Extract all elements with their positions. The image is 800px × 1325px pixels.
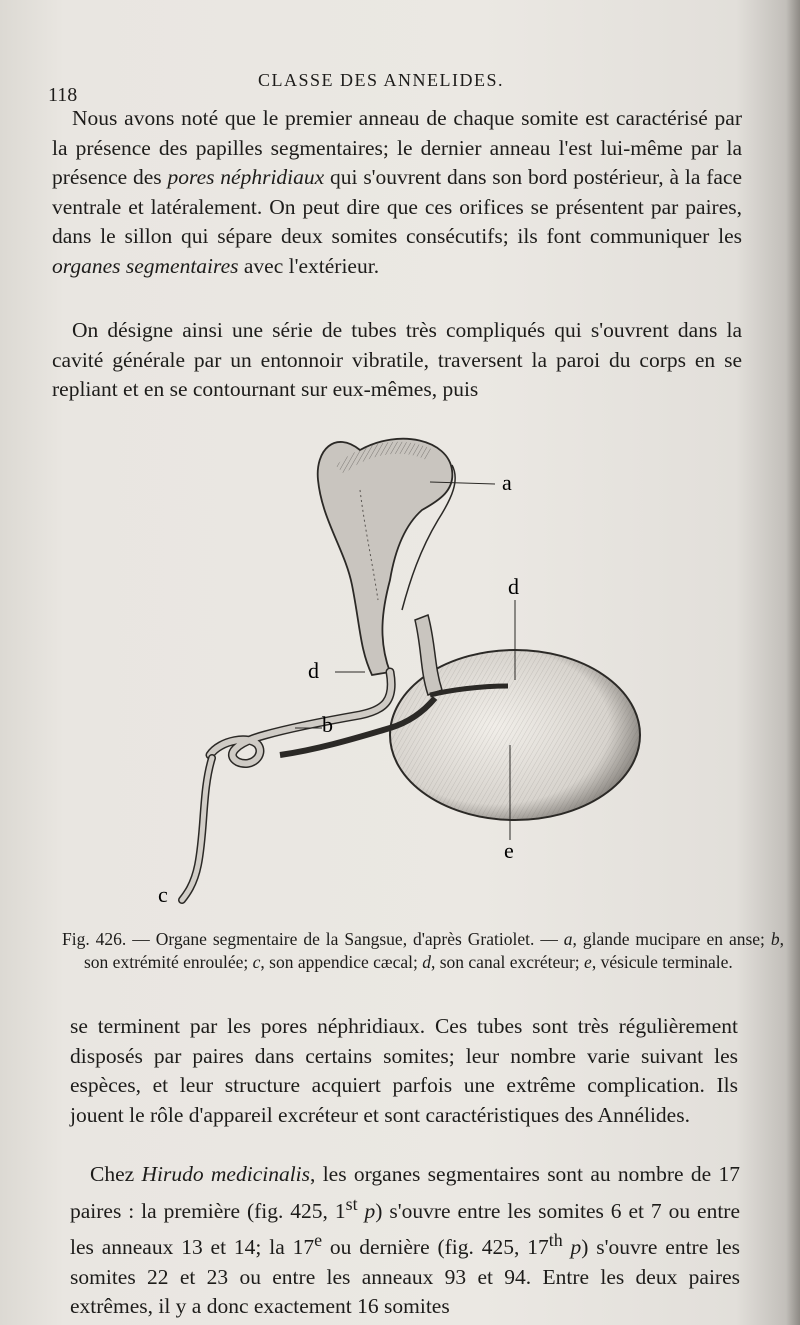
text-run: Chez [90, 1162, 142, 1186]
text-run: ) s'ouvre entre les somites 6 et 7 ou entre les anneaux 13 et 14; la 17 [70, 1198, 741, 1260]
label-e: e [504, 838, 514, 863]
page-edge-shadow [786, 0, 800, 1325]
caption-letter: a [563, 929, 573, 949]
figure-426-illustration [60, 410, 760, 920]
superscript: st [345, 1193, 358, 1214]
species-name: Hirudo medicinalis [141, 1162, 311, 1186]
caption-text: , glande mucipare en anse; [572, 929, 771, 949]
label-c: c [158, 882, 168, 907]
italic-term: pores néphridiaux [167, 165, 325, 189]
caption-letter: e [584, 952, 592, 972]
text-run: ) s'ouvre entre les somites 22 et 23 ou entre les anneaux 93 et 94. Entre les deux paires extrêmes, il y a donc exactement 16 somites [70, 1235, 740, 1319]
caption-letter: d [422, 952, 431, 972]
caption-text: , son extrémité enroulée; [84, 929, 784, 972]
caption-text: , vésicule terminale. [591, 952, 733, 972]
figure-caption [62, 928, 784, 974]
caption-text: Fig. 426. — Organe segmentaire de la Sangsue, d'après Gratiolet. — [62, 929, 564, 949]
superscript: th [548, 1230, 563, 1251]
caption-letter: b [770, 929, 780, 949]
page-number: 118 [48, 84, 78, 106]
text-run: avec l'extérieur. [238, 253, 380, 278]
text-run: , les organes segmentaires sont au nombre de 17 paires : la première (fig. 425, 1 [70, 1162, 740, 1223]
italic-letter: p [357, 1198, 376, 1223]
label-a: a [502, 470, 512, 495]
text-run: ou dernière (fig. 425, 17 [322, 1235, 549, 1260]
superscript: e [314, 1230, 323, 1251]
italic-term: organes segmentaires [52, 253, 239, 278]
text-run: Nous avons noté que le premier anneau de chaque somite est caractérisé par la présence des papilles segmentaires; le dernier anneau l'est lui-même par la présence des [52, 106, 742, 189]
label-d-lower: d [308, 658, 319, 683]
paragraph-1 [52, 104, 742, 281]
caption-text: , son canal excréteur; [430, 952, 585, 972]
text-run: qui s'ouvrent dans son bord postérieur, à la face ventrale et latéralement. On peut dire que ces orifices se présentent par paires, dans le sillon qui sépare deux somites consécutifs; ils font communiquer les [52, 165, 742, 248]
running-head: CLASSE DES ANNELIDES. [258, 70, 505, 90]
paragraph-4 [70, 1160, 740, 1322]
caption-text: , son appendice cæcal; [260, 952, 423, 972]
label-b: b [322, 712, 333, 737]
paragraph-2: On désigne ainsi une série de tubes très compliqués qui s'ouvrent dans la cavité générale par un entonnoir vibratile, traversent la paroi du corps en se repliant et en se contournant sur eux-mêmes, puis [52, 318, 742, 401]
caption-letter: c [252, 952, 261, 972]
paragraph-3: se terminent par les pores néphridiaux. Ces tubes sont très régulièrement disposés par paires dans certains somites; leur nombre varie suivant les espèces, et leur structure acquiert parfois une extrême complication. Ils jouent le rôle d'appareil excréteur et sont caractéristiques des Annélides. [70, 1014, 738, 1127]
italic-letter: p [562, 1235, 582, 1260]
label-d-upper: d [508, 574, 519, 599]
